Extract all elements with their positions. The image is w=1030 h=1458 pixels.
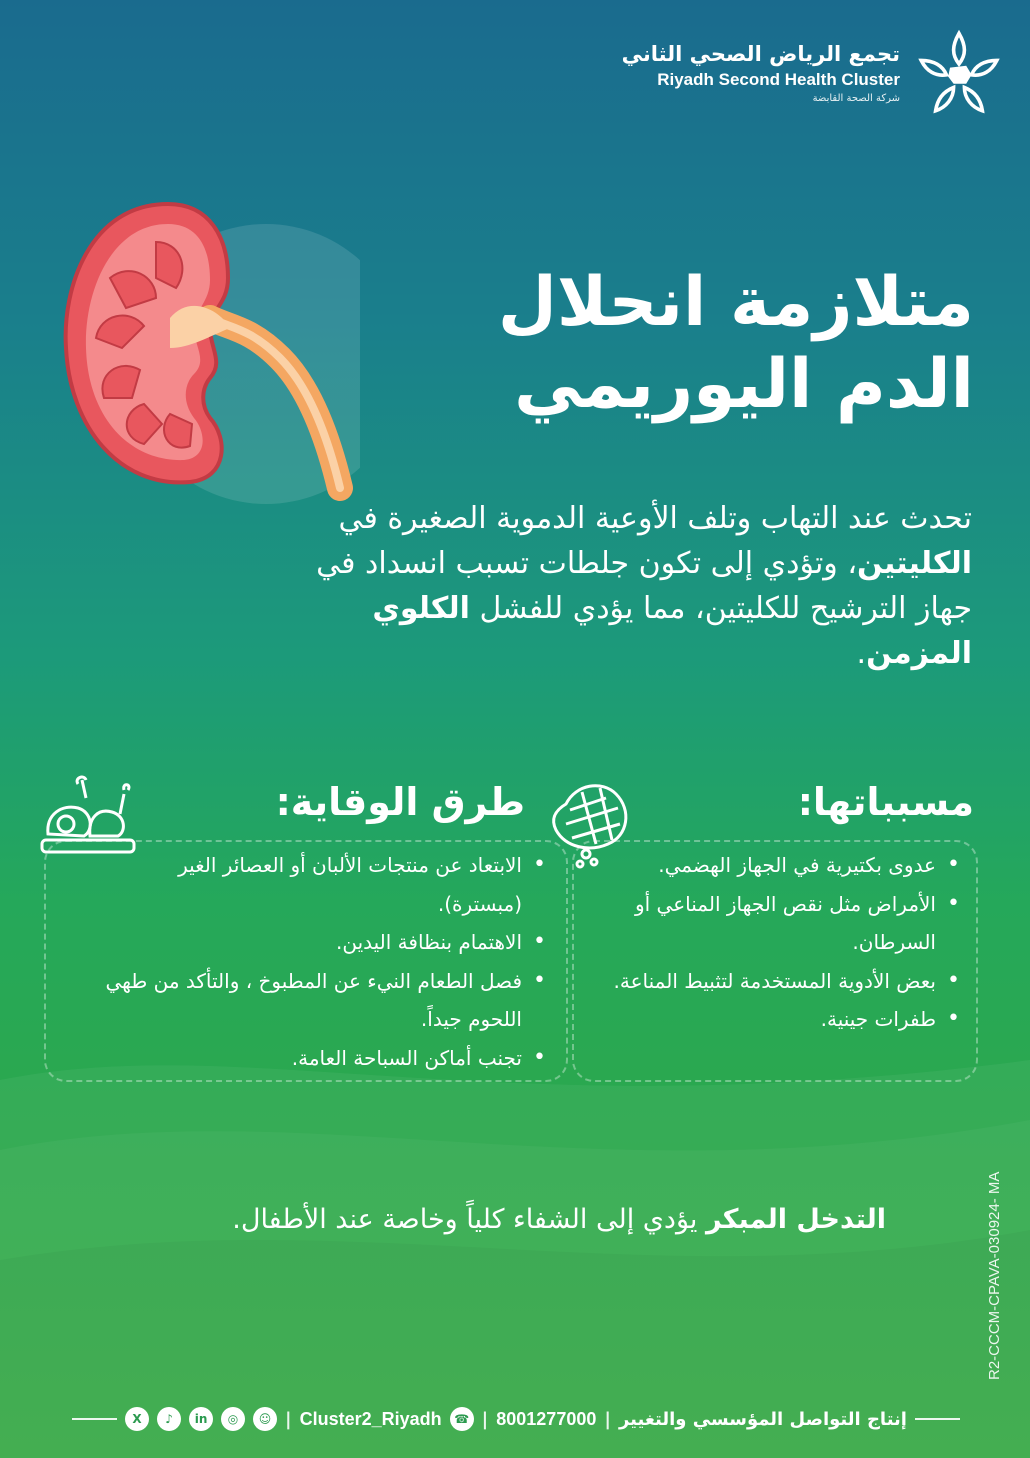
intro-text-1: تحدث عند التهاب وتلف الأوعية الدموية الصغيرة في [338, 501, 972, 536]
prevention-list [101, 846, 546, 1077]
snapchat-icon[interactable]: ☺ [253, 1407, 277, 1431]
kidney-illustration [60, 198, 360, 508]
phone-icon: ☎ [450, 1407, 474, 1431]
intro-text-3: . [856, 636, 867, 671]
early-bold: التدخل المبكر [706, 1204, 886, 1235]
title-line-1: متلازمة انحلال [497, 263, 974, 342]
logo-subtitle: شركة الصحة القابضة [812, 93, 900, 104]
production-credit: إنتاج التواصل المؤسسي والتغيير [618, 1408, 907, 1430]
list-item: • عدوى بكتيرية في الجهاز الهضمي. [600, 846, 960, 885]
list-item: • تجنب أماكن السباحة العامة. [101, 1039, 546, 1078]
instagram-icon[interactable]: ◎ [221, 1407, 245, 1431]
list-item: • فصل الطعام النيء عن المطبوخ ، والتأكد من طهي اللحوم جيداً. [101, 962, 546, 1039]
document-code: R2-CCCM-CPAVA-030924- MA [986, 1171, 1003, 1380]
list-item: • الابتعاد عن منتجات الألبان أو العصائر الغير (مبسترة). [101, 846, 546, 923]
intro-text-2: ، وتؤدي إلى تكون جلطات تسبب انسداد في جهاز الترشيح للكليتين، مما يؤدي للفشل [316, 546, 972, 626]
list-item: • الأمراض مثل نقص الجهاز المناعي أو السرطان. [600, 885, 960, 962]
prevention-heading: طرق الوقاية: [275, 780, 525, 824]
meat-chicken-icon [38, 774, 138, 858]
intro-paragraph [312, 496, 972, 676]
footer [72, 1404, 960, 1434]
causes-list [600, 846, 960, 1039]
intro-bold-kidneys: الكليتين [857, 546, 972, 581]
list-item: • طفرات جينية. [600, 1000, 960, 1039]
brand-logo [622, 28, 1004, 118]
logo-english-name: Riyadh Second Health Cluster [657, 70, 900, 89]
logo-arabic-name: تجمع الرياض الصحي الثاني [621, 42, 900, 66]
separator: | [604, 1408, 611, 1430]
linkedin-icon[interactable]: in [189, 1407, 213, 1431]
early-text: يؤدي إلى الشفاء كلياً وخاصة عند الأطفال. [232, 1204, 707, 1235]
cluster-star-logo-icon [914, 28, 1004, 118]
tiktok-icon[interactable]: ♪ [157, 1407, 181, 1431]
footer-line-right [915, 1418, 960, 1420]
early-intervention-note [126, 1204, 886, 1235]
separator: | [285, 1408, 292, 1430]
separator: | [481, 1408, 489, 1430]
page-title [414, 262, 974, 426]
phone-number[interactable]: 8001277000 [496, 1408, 597, 1429]
social-handle[interactable]: Cluster2_Riyadh [299, 1408, 442, 1429]
footer-line-left [72, 1418, 117, 1420]
list-item: • بعض الأدوية المستخدمة لتثبيط المناعة. [600, 962, 960, 1001]
causes-heading: مسبباتها: [797, 780, 974, 824]
title-line-2: الدم اليوريمي [514, 345, 974, 424]
list-item: • الاهتمام بنظافة اليدين. [101, 923, 546, 962]
intro-bold-chronic: الكلوي المزمن [372, 591, 972, 671]
x-icon[interactable]: X [125, 1407, 149, 1431]
